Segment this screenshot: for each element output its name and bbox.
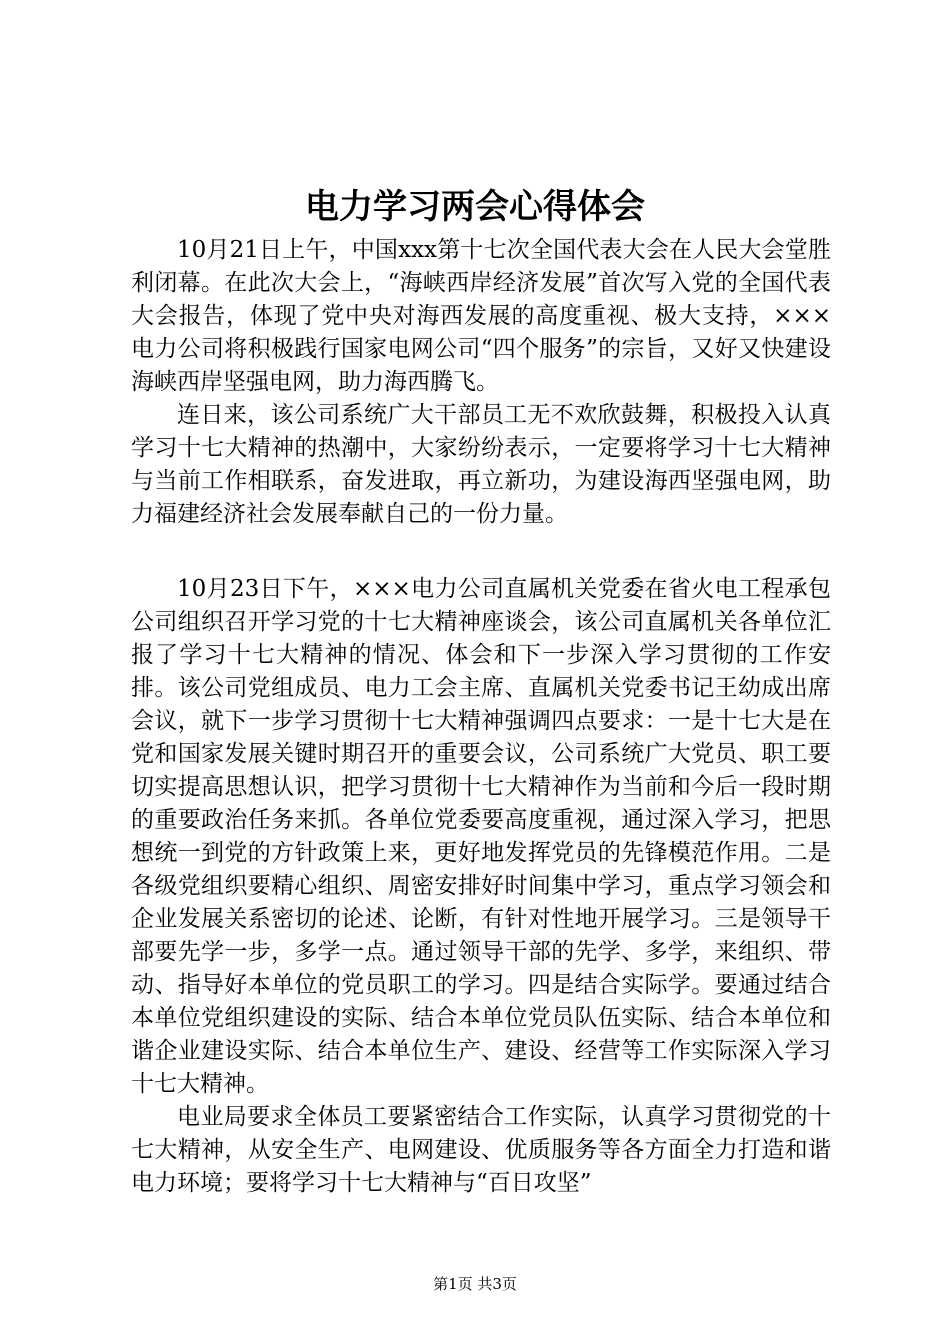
document-body <box>131 234 831 1200</box>
page-footer: 第1页 共3页 <box>433 1275 517 1293</box>
paragraph-1: 10月21日上午，中国xxx第十七次全国代表大会在人民大会堂胜利闭幕。在此次大会上，“海峡西岸经济发展”首次写入党的全国代表大会报告，体现了党中央对海西发展的高度重视、极大支持，×××电力公司将积极践行国家电网公司“四个服务”的宗旨，又好又快建设海峡西岸坚强电网，助力海西腾飞。 <box>131 237 831 395</box>
paragraph-3: 10月23日下午，×××电力公司直属机关党委在省火电工程承包公司组织召开学习党的十七大精神座谈会，该公司直属机关各单位汇报了学习十七大精神的情况、体会和下一步深入学习贯彻的工作安排。该公司党组成员、电力工会主席、直属机关党委书记王幼成出席会议，就下一步学习贯彻十七大精神强调四点要求：一是十七大是在党和国家发展关键时期召开的重要会议，公司系统广大党员、职工要切实提高思想认识，把学习贯彻十七大精神作为当前和今后一段时期的重要政治任务来抓。各单位党委要高度重视，通过深入学习，把思想统一到党的方针政策上来，更好地发挥党员的先锋模范作用。二是各级党组织要精心组织、周密安排好时间集中学习，重点学习领会和企业发展关系密切的论述、论断，有针对性地开展学习。三是领导干部要先学一步，多学一点。通过领导干部的先学、多学，来组织、带动、指导好本单位的党员职工的学习。四是结合实际学。要通过结合本单位党组织建设的实际、结合本单位党员队伍实际、结合本单位和谐企业建设实际、结合本单位生产、建设、经营等工作实际深入学习十七大精神。 <box>131 576 831 1097</box>
document-title: 电力学习两会心得体会 <box>305 187 645 227</box>
paragraph-4: 电业局要求全体员工要紧密结合工作实际，认真学习贯彻党的十七大精神，从安全生产、电网建设、优质服务等各方面全力打造和谐电力环境；要将学习十七大精神与“百日攻坚” <box>131 1104 831 1196</box>
paragraph-spacer <box>131 531 831 573</box>
paragraph-2: 连日来，该公司系统广大干部员工无不欢欣鼓舞，积极投入认真学习十七大精神的热潮中，大家纷纷表示，一定要将学习十七大精神与当前工作相联系，奋发进取，再立新功，为建设海西坚强电网，助力福建经济社会发展奉献自己的一份力量。 <box>131 402 831 527</box>
